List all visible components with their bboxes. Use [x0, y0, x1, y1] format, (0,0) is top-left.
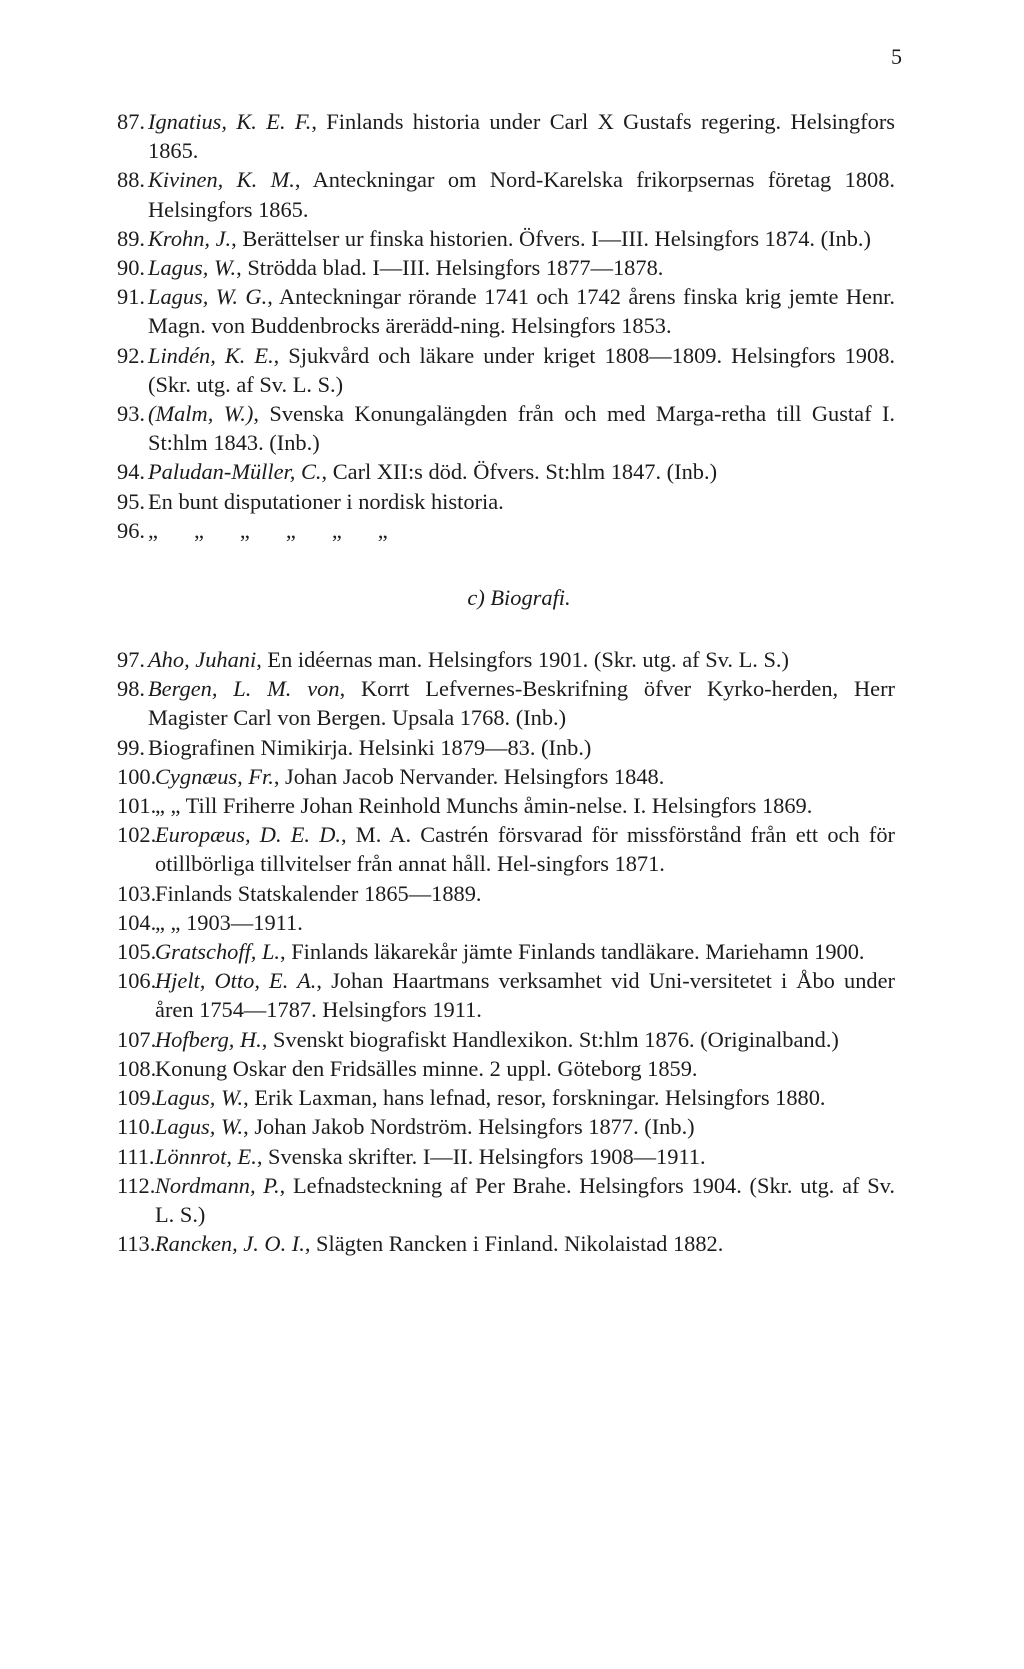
entry-text: , Svenska Konungalängden från och med Marga-retha till Gustaf I. St:hlm 1843. (Inb.) — [148, 401, 896, 456]
entry-text: Finlands Statskalender 1865—1889. — [155, 880, 482, 906]
entry-number: 93. — [117, 401, 145, 427]
entry-author: Rancken, J. O. I. — [155, 1231, 305, 1257]
list-item — [117, 1142, 895, 1171]
entry-text: , Anteckningar om Nord-Karelska frikorpsernas företag 1808. Helsingfors 1865. — [148, 167, 896, 222]
entry-text: , Berättelser ur finska historien. Öfvers. I—III. Helsingfors 1874. (Inb.) — [231, 225, 871, 251]
bibliography-list — [117, 107, 895, 1258]
entry-text: „ „ 1903—1911. — [155, 909, 303, 935]
entry-number: 100. — [117, 763, 157, 789]
ditto-mark: „ — [148, 517, 158, 543]
list-item — [117, 1171, 895, 1229]
entry-author: Europæus, D. E. D. — [155, 822, 341, 848]
entry-author: Lagus, W. G. — [148, 284, 268, 310]
entry-author: Bergen, L. M. von — [148, 676, 340, 702]
entry-text: , Strödda blad. I—III. Helsingfors 1877—1878. — [236, 255, 664, 281]
entry-author: (Malm, W.) — [148, 401, 254, 427]
ditto-mark: „ — [239, 517, 250, 543]
list-item — [117, 674, 895, 732]
entry-number: 104. — [117, 909, 157, 935]
entry-number: 105. — [117, 939, 157, 965]
list-item — [117, 487, 895, 516]
entry-number: 108. — [117, 1055, 157, 1081]
entry-author: Lagus, W. — [155, 1085, 244, 1111]
list-item — [117, 791, 895, 820]
entry-author: Krohn, J. — [148, 225, 232, 251]
entry-number: 106. — [117, 968, 157, 994]
entry-number: 91. — [117, 284, 145, 310]
list-item — [117, 253, 895, 282]
biography-entries — [117, 645, 895, 1258]
entry-number: 110. — [117, 1114, 156, 1140]
ditto-mark: „ — [377, 517, 388, 543]
list-item — [117, 107, 895, 165]
list-item — [117, 516, 895, 549]
entry-number: 102. — [117, 822, 157, 848]
list-item — [117, 966, 895, 1024]
entry-number: 96. — [117, 517, 145, 543]
entry-text: , Johan Jacob Nervander. Helsingfors 1848. — [273, 763, 665, 789]
list-item — [117, 733, 895, 762]
entry-number: 101. — [117, 793, 157, 819]
entry-text: , Svenska skrifter. I—II. Helsingfors 1908—1911. — [256, 1143, 706, 1169]
list-item — [117, 224, 895, 253]
entry-number: 92. — [117, 342, 145, 368]
list-item — [117, 165, 895, 223]
list-item — [117, 399, 895, 457]
entry-author: Gratschoff, L. — [155, 939, 281, 965]
entry-text: En bunt disputationer i nordisk historia. — [148, 488, 504, 514]
entry-text: , Korrt Lefvernes-Beskrifning öfver Kyrko-herden, Herr Magister Carl von Bergen. Upsala 1768. (Inb.) — [148, 676, 895, 731]
list-item — [117, 1112, 895, 1141]
list-item — [117, 908, 895, 937]
entry-text: , Lefnadsteckning af Per Brahe. Helsingfors 1904. (Skr. utg. af Sv. L. S.) — [155, 1172, 895, 1227]
entry-author: Hjelt, Otto, E. A. — [155, 968, 317, 994]
entry-number: 87. — [117, 109, 145, 134]
entry-text: , Erik Laxman, hans lefnad, resor, forskningar. Helsingfors 1880. — [243, 1085, 826, 1111]
entry-number: 97. — [117, 647, 145, 673]
entry-number: 95. — [117, 488, 145, 514]
history-entries — [117, 107, 895, 516]
entry-author: Lagus, W. — [148, 255, 237, 281]
entry-author: Paludan-Müller, C. — [148, 459, 322, 485]
list-item — [117, 1025, 895, 1054]
list-item — [117, 645, 895, 674]
entry-number: 98. — [117, 676, 145, 702]
entry-author: Lönnrot, E. — [155, 1143, 257, 1169]
list-item — [117, 937, 895, 966]
entry-text: , Finlands läkarekår jämte Finlands tandläkare. Mariehamn 1900. — [280, 939, 865, 965]
entry-number: 111. — [117, 1143, 155, 1169]
list-item — [117, 762, 895, 791]
entry-author: Nordmann, P. — [155, 1172, 280, 1198]
entry-text: , Finlands historia under Carl X Gustafs regering. Helsingfors 1865. — [148, 109, 896, 164]
list-item — [117, 457, 895, 486]
entry-text: „ „ Till Friherre Johan Reinhold Munchs åmin-nelse. I. Helsingfors 1869. — [155, 793, 813, 819]
entry-number: 109. — [117, 1085, 157, 1111]
entry-text: , Sjukvård och läkare under kriget 1808—1809. Helsingfors 1908. (Skr. utg. af Sv. L. S.) — [148, 342, 895, 397]
entry-text: , Svenskt biografiskt Handlexikon. St:hlm 1876. (Originalband.) — [261, 1026, 839, 1052]
entry-text: , Johan Haartmans verksamhet vid Uni-versitetet i Åbo under åren 1754—1787. Helsingfors 1911. — [155, 968, 895, 1023]
list-item — [117, 820, 895, 878]
list-item — [117, 1229, 895, 1258]
ditto-mark: „ — [331, 517, 342, 543]
entry-author: Kivinen, K. M. — [148, 167, 295, 193]
entry-number: 90. — [117, 255, 145, 281]
ditto-mark: „ — [285, 517, 296, 543]
entry-number: 99. — [117, 734, 145, 760]
entry-text: , Anteckningar rörande 1741 och 1742 årens finska krig jemte Henr. Magn. von Buddenbrocks ärerädd-ning. Helsingfors 1853. — [148, 284, 895, 339]
entry-number: 112. — [117, 1172, 156, 1198]
section-heading: c) Biografi. — [467, 584, 571, 610]
entry-author: Aho, Juhani — [148, 647, 257, 673]
entry-author: Hofberg, H. — [155, 1026, 262, 1052]
entry-number: 88. — [117, 167, 145, 193]
entry-text: , En idéernas man. Helsingfors 1901. (Skr. utg. af Sv. L. S.) — [256, 647, 789, 673]
entry-author: Lagus, W. — [155, 1114, 244, 1140]
list-item — [117, 341, 895, 399]
entry-author: Ignatius, K. E. F. — [148, 109, 312, 134]
list-item — [117, 282, 895, 340]
entry-number: 103. — [117, 880, 157, 906]
entry-text: , M. A. Castrén försvarad för missförstånd från ett och för otillbörliga tillvitelser från annat håll. Hel-singfors 1871. — [155, 822, 895, 877]
list-item — [117, 1083, 895, 1112]
entry-text: Konung Oskar den Fridsälles minne. 2 uppl. Göteborg 1859. — [155, 1055, 698, 1081]
entry-number: 113. — [117, 1231, 156, 1257]
entry-author: Lindén, K. E. — [148, 342, 274, 368]
entry-number: 89. — [117, 225, 145, 251]
list-item — [117, 879, 895, 908]
entry-text: Biografinen Nimikirja. Helsinki 1879—83. (Inb.) — [148, 734, 592, 760]
entry-text: , Carl XII:s död. Öfvers. St:hlm 1847. (Inb.) — [321, 459, 718, 485]
entry-number: 107. — [117, 1026, 157, 1052]
page-number: 5 — [891, 44, 902, 69]
entry-text: , Johan Jakob Nordström. Helsingfors 1877. (Inb.) — [243, 1114, 695, 1140]
ditto-mark: „ — [193, 517, 204, 543]
entry-text: , Slägten Rancken i Finland. Nikolaistad 1882. — [304, 1231, 724, 1257]
list-item — [117, 1054, 895, 1083]
entry-number: 94. — [117, 459, 145, 485]
entry-author: Cygnæus, Fr. — [155, 763, 274, 789]
